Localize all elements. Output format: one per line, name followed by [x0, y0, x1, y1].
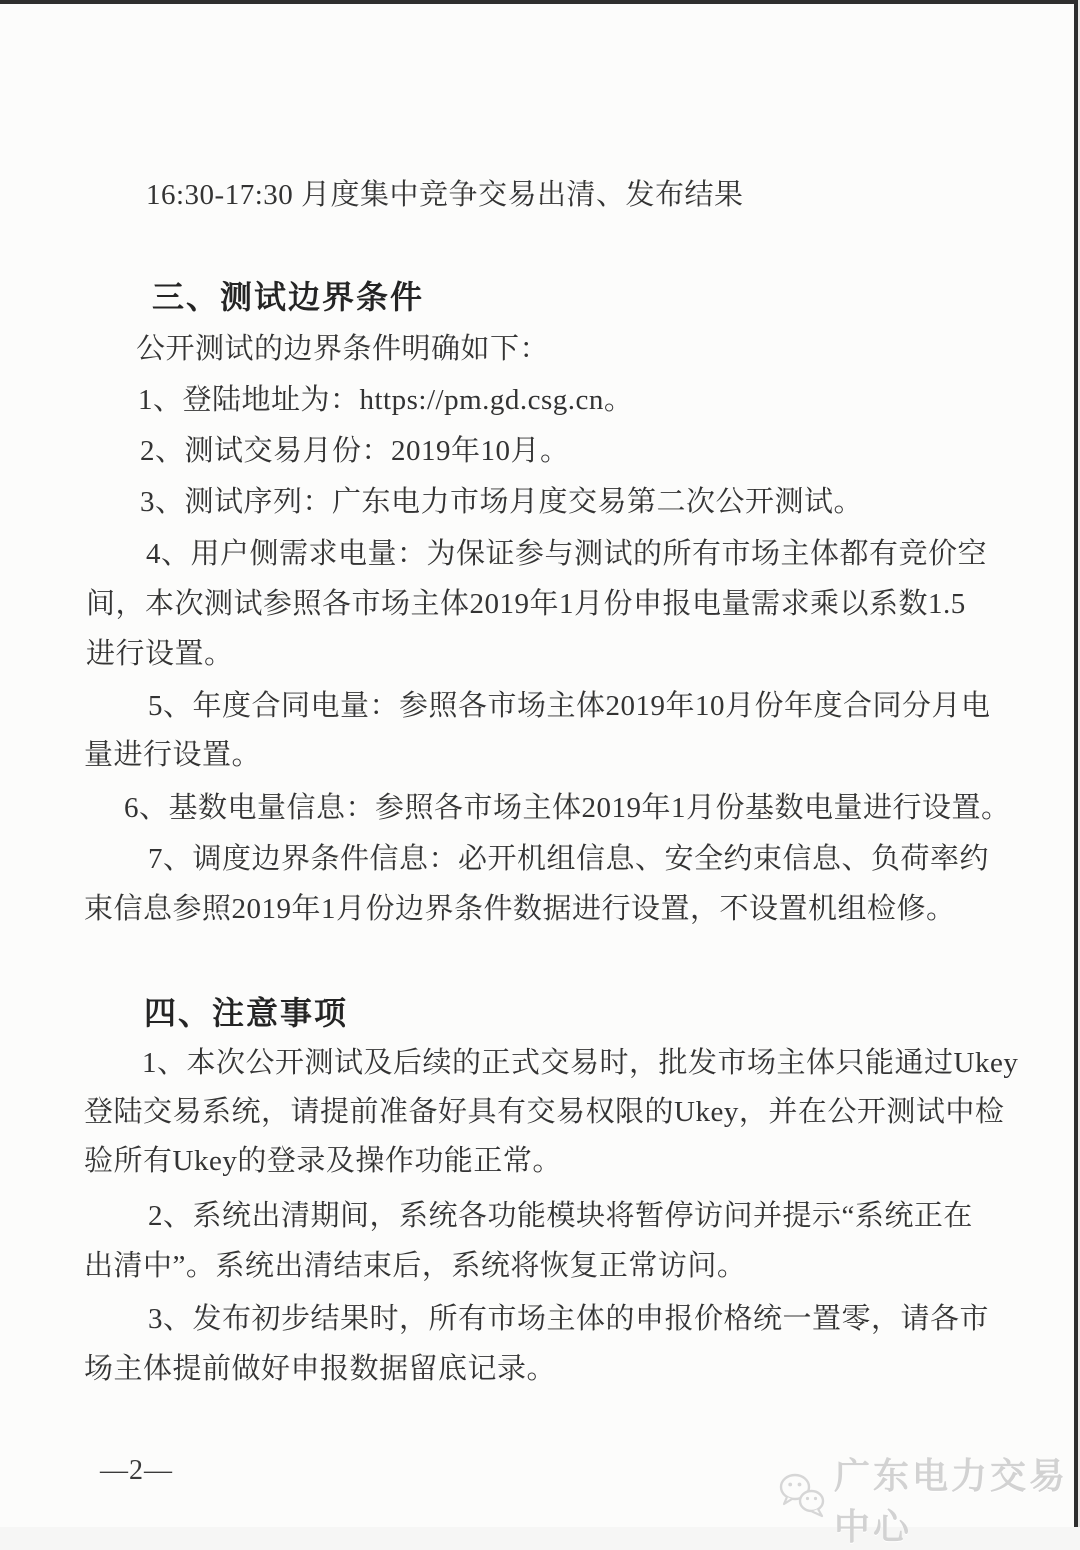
- watermark-text: 广东电力交易中心: [834, 1455, 1069, 1547]
- doc-line-note1c: 验所有Ukey的登录及操作功能正常。: [84, 1145, 562, 1177]
- wechat-icon: [778, 1471, 826, 1528]
- doc-line-note2b: 出清中”。系统出清结束后，系统将恢复正常访问。: [84, 1250, 747, 1282]
- doc-line-item6: 6、基数电量信息：参照各市场主体2019年1月份基数电量进行设置。: [124, 792, 1011, 824]
- doc-line-intro: 公开测试的边界条件明确如下：: [136, 333, 550, 365]
- doc-line-note3a: 3、发布初步结果时，所有市场主体的申报价格统一置零，请各市: [148, 1303, 990, 1335]
- doc-line-note2a: 2、系统出清期间，系统各功能模块将暂停访问并提示“系统正在: [148, 1200, 973, 1232]
- doc-line-item7a: 7、调度边界条件信息：必开机组信息、安全约束信息、负荷率约: [148, 843, 990, 875]
- scan-edge-top: [0, 0, 1080, 4]
- section-heading-3: 三、测试边界条件: [152, 279, 425, 315]
- doc-line-item3: 3、测试序列：广东电力市场月度交易第二次公开测试。: [140, 486, 864, 518]
- doc-line-item4a: 4、用户侧需求电量：为保证参与测试的所有市场主体都有竞价空: [146, 538, 988, 570]
- doc-line-note1b: 登陆交易系统，请提前准备好具有交易权限的Ukey，并在公开测试中检: [84, 1096, 1005, 1128]
- section-heading-4: 四、注意事项: [144, 995, 349, 1031]
- doc-line-note3b: 场主体提前做好申报数据留底记录。: [84, 1353, 557, 1385]
- doc-line-item1: 1、登陆地址为：https://pm.gd.csg.cn。: [138, 384, 634, 416]
- doc-line-item2: 2、测试交易月份：2019年10月。: [140, 435, 570, 467]
- doc-line-item7b: 束信息参照2019年1月份边界条件数据进行设置，不设置机组检修。: [84, 893, 956, 925]
- doc-line-item4b: 间，本次测试参照各市场主体2019年1月份申报电量需求乘以系数1.5: [86, 588, 966, 620]
- page-number: —2—: [100, 1455, 173, 1486]
- footer-watermark: [778, 1448, 1080, 1550]
- doc-line-item5a: 5、年度合同电量：参照各市场主体2019年10月份年度合同分月电: [148, 690, 991, 722]
- doc-line-item4c: 进行设置。: [86, 638, 234, 670]
- doc-line-schedule: 16:30-17:30 月度集中竞争交易出清、发布结果: [146, 179, 744, 211]
- doc-line-item5b: 量进行设置。: [84, 739, 262, 771]
- scan-edge-right: [1074, 0, 1078, 1527]
- doc-line-note1a: 1、本次公开测试及后续的正式交易时，批发市场主体只能通过Ukey: [142, 1047, 1019, 1079]
